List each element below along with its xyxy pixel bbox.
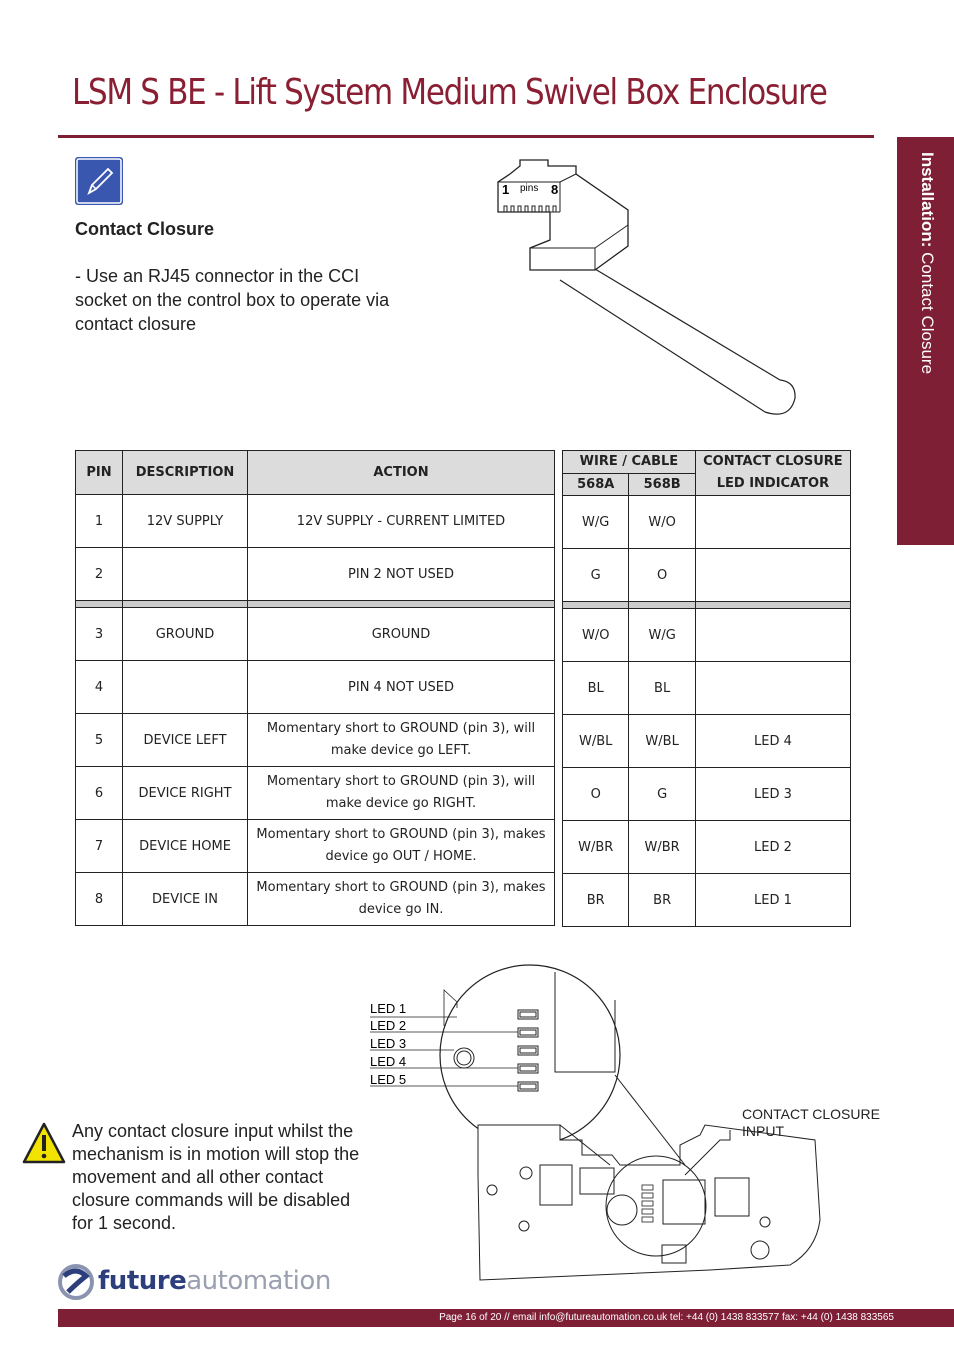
contact-closure-heading: Contact Closure — [75, 219, 215, 239]
footer-text: Page 16 of 20 // email info@futureautomation.co.uk tel: +44 (0) 1438 833577 fax: +44 (0) 1438 833565 — [439, 1312, 894, 1323]
pin-first-label: 1 — [502, 182, 510, 197]
wire-568b-cell: W/O — [629, 496, 695, 549]
pencil-note-icon — [75, 157, 123, 205]
wire-568a-cell: W/O — [563, 609, 629, 662]
table-row — [563, 768, 851, 821]
wire-568b-cell: BR — [629, 874, 695, 927]
page-title: LSM S BE - Lift System Medium Swivel Box Enclosure — [72, 72, 827, 113]
table-row — [563, 821, 851, 874]
side-tab-label — [917, 152, 937, 374]
led-2-label: LED 2 — [370, 1018, 407, 1033]
table-row — [76, 608, 555, 661]
wire-568b-cell: W/BL — [629, 715, 695, 768]
page-footer — [58, 1309, 954, 1327]
led-cell: LED 4 — [695, 715, 850, 768]
wire-568a-cell: O — [563, 768, 629, 821]
pin-cell: 5 — [76, 714, 123, 767]
led-cell: LED 3 — [695, 768, 850, 821]
description-cell — [123, 548, 248, 601]
header-action: ACTION — [248, 451, 555, 495]
header-contact-closure: CONTACT CLOSURE LED INDICATOR — [695, 451, 850, 496]
pin-cell: 8 — [76, 873, 123, 926]
wire-568a-cell: BL — [563, 662, 629, 715]
contact-closure-input-label: CONTACT CLOSURE INPUT — [742, 1106, 880, 1139]
pin-cell: 2 — [76, 548, 123, 601]
led-cell: LED 2 — [695, 821, 850, 874]
description-cell: 12V SUPPLY — [123, 495, 248, 548]
action-cell: Momentary short to GROUND (pin 3), will make device go RIGHT. — [248, 767, 555, 820]
contact-closure-text: - Use an RJ45 connector in the CCI socket on the control box to operate via contact closure — [75, 266, 390, 334]
wire-568b-cell: G — [629, 768, 695, 821]
header-description: DESCRIPTION — [123, 451, 248, 495]
pin-cell: 6 — [76, 767, 123, 820]
description-cell: GROUND — [123, 608, 248, 661]
description-cell: DEVICE HOME — [123, 820, 248, 873]
table-row — [76, 873, 555, 926]
warning-text: Any contact closure input whilst the mechanism is in motion will stop the movement and all other contact closure commands will be disabled for 1 second. — [72, 1121, 360, 1233]
led-cell: LED 1 — [695, 874, 850, 927]
action-cell: Momentary short to GROUND (pin 3), will make device go LEFT. — [248, 714, 555, 767]
description-cell: DEVICE RIGHT — [123, 767, 248, 820]
warning-icon — [22, 1122, 66, 1164]
table-row — [76, 714, 555, 767]
action-cell: Momentary short to GROUND (pin 3), makes device go IN. — [248, 873, 555, 926]
table-row — [563, 662, 851, 715]
action-cell: GROUND — [248, 608, 555, 661]
header-wire-cable: WIRE / CABLE — [563, 451, 696, 474]
wire-568b-cell: BL — [629, 662, 695, 715]
table-row — [76, 495, 555, 548]
wire-568a-cell: W/BR — [563, 821, 629, 874]
side-tab-rest: Contact Closure — [918, 247, 937, 375]
wire-568b-cell: W/BR — [629, 821, 695, 874]
led-cell — [695, 662, 850, 715]
table-separator — [76, 601, 555, 608]
description-cell: DEVICE LEFT — [123, 714, 248, 767]
table-row — [563, 549, 851, 602]
header-pin: PIN — [76, 451, 123, 495]
wire-568b-cell: O — [629, 549, 695, 602]
rj45-connector-illustration — [490, 150, 810, 440]
title-divider — [58, 135, 874, 138]
pin-last-label: 8 — [551, 182, 559, 197]
action-cell: PIN 4 NOT USED — [248, 661, 555, 714]
table-separator — [563, 602, 851, 609]
table-row — [76, 767, 555, 820]
led-cell — [695, 496, 850, 549]
future-automation-logo-icon — [56, 1262, 96, 1302]
action-cell: Momentary short to GROUND (pin 3), makes device go OUT / HOME. — [248, 820, 555, 873]
led-1-label: LED 1 — [370, 1001, 407, 1016]
table-row — [563, 496, 851, 549]
wire-568b-cell: W/G — [629, 609, 695, 662]
table-row — [563, 874, 851, 927]
description-cell: DEVICE IN — [123, 873, 248, 926]
action-cell: 12V SUPPLY - CURRENT LIMITED — [248, 495, 555, 548]
wire-568a-cell: W/BL — [563, 715, 629, 768]
table-row — [76, 548, 555, 601]
wire-568a-cell: W/G — [563, 496, 629, 549]
wire-568a-cell: G — [563, 549, 629, 602]
table-row — [563, 609, 851, 662]
table-header-row — [76, 451, 555, 495]
led-4-label: LED 4 — [370, 1054, 407, 1069]
table-row — [563, 715, 851, 768]
side-tab-bold: Installation: — [918, 152, 937, 248]
pins-label: pins — [520, 183, 539, 194]
pin-cell: 4 — [76, 661, 123, 714]
logo-automation: automation — [186, 1266, 331, 1296]
wiring-table — [562, 450, 851, 927]
company-logo — [98, 1266, 331, 1296]
pinout-table — [75, 450, 555, 926]
led-5-label: LED 5 — [370, 1072, 407, 1087]
wire-568a-cell: BR — [563, 874, 629, 927]
description-cell — [123, 661, 248, 714]
action-cell: PIN 2 NOT USED — [248, 548, 555, 601]
led-cell — [695, 549, 850, 602]
led-3-label: LED 3 — [370, 1036, 407, 1051]
table-header-row — [563, 451, 851, 474]
led-cell — [695, 609, 850, 662]
logo-future: future — [98, 1266, 187, 1296]
pin-cell: 7 — [76, 820, 123, 873]
pin-cell: 3 — [76, 608, 123, 661]
table-row — [76, 661, 555, 714]
header-568b: 568B — [629, 473, 695, 496]
table-row — [76, 820, 555, 873]
header-568a: 568A — [563, 473, 629, 496]
pin-cell: 1 — [76, 495, 123, 548]
